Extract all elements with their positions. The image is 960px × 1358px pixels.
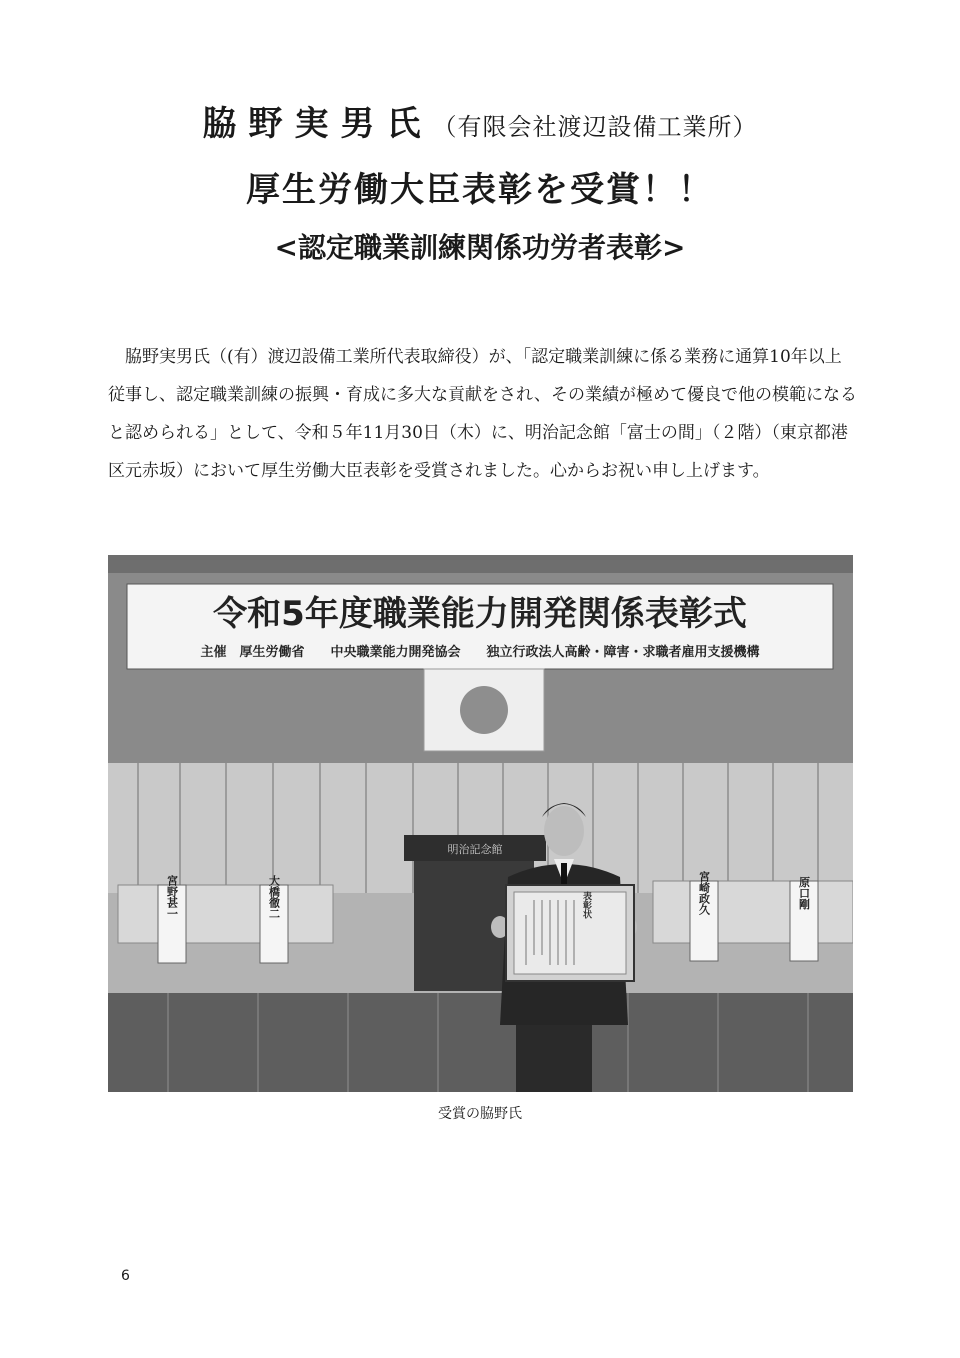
article-title-line [0, 96, 960, 145]
body-paragraph: 脇野実男氏（(有）渡辺設備工業所代表取締役）が、「認定職業訓練に係る業務に通算10年以上従事し、認定職業訓練の振興・育成に多大な貢献をされ、その業績が極めて優良で他の模範になると認められる」として、令和５年11月30日（木）に、明治記念館「富士の間」（２階）（東京都港区元赤坂）において厚生労働大臣表彰を受賞されました。心からお祝い申し上げます。 [108, 347, 858, 481]
photo-caption: 受賞の脇野氏 [438, 1106, 522, 1122]
headline: 厚生労働大臣表彰を受賞！！ [246, 170, 714, 210]
nameplate-4-text: 原口剛 [797, 876, 811, 910]
award-photo [108, 555, 853, 1092]
subheadline: <認定職業訓練関係功労者表彰> [274, 231, 686, 264]
left-table [118, 885, 333, 943]
ceiling-band [108, 555, 853, 573]
banner-title: 令和5年度職業能力開発関係表彰式 [213, 594, 747, 634]
podium-text: 明治記念館 [447, 843, 503, 856]
award-photo-illustration [108, 555, 853, 1092]
recipient-name: 脇野実男氏 [202, 104, 433, 144]
page-number: 6 [121, 1268, 130, 1284]
nameplate-1-text: 宮野甚一 [165, 875, 179, 919]
stage-front [108, 993, 853, 1092]
company-name: （有限会社渡辺設備工業所） [432, 113, 758, 141]
nameplate-3-text: 宮崎政久 [697, 871, 711, 915]
certificate-title: 表彰状 [581, 891, 591, 919]
right-table [653, 881, 853, 943]
article-body [108, 338, 858, 490]
nameplate-2-text: 大橋徹二 [267, 875, 281, 919]
banner-sponsors: 主催 厚生労働省 中央職業能力開発協会 独立行政法人高齢・障害・求職者雇用支援機構 [200, 645, 760, 660]
flag-sun-icon [460, 686, 508, 734]
certificate-paper [514, 892, 626, 974]
